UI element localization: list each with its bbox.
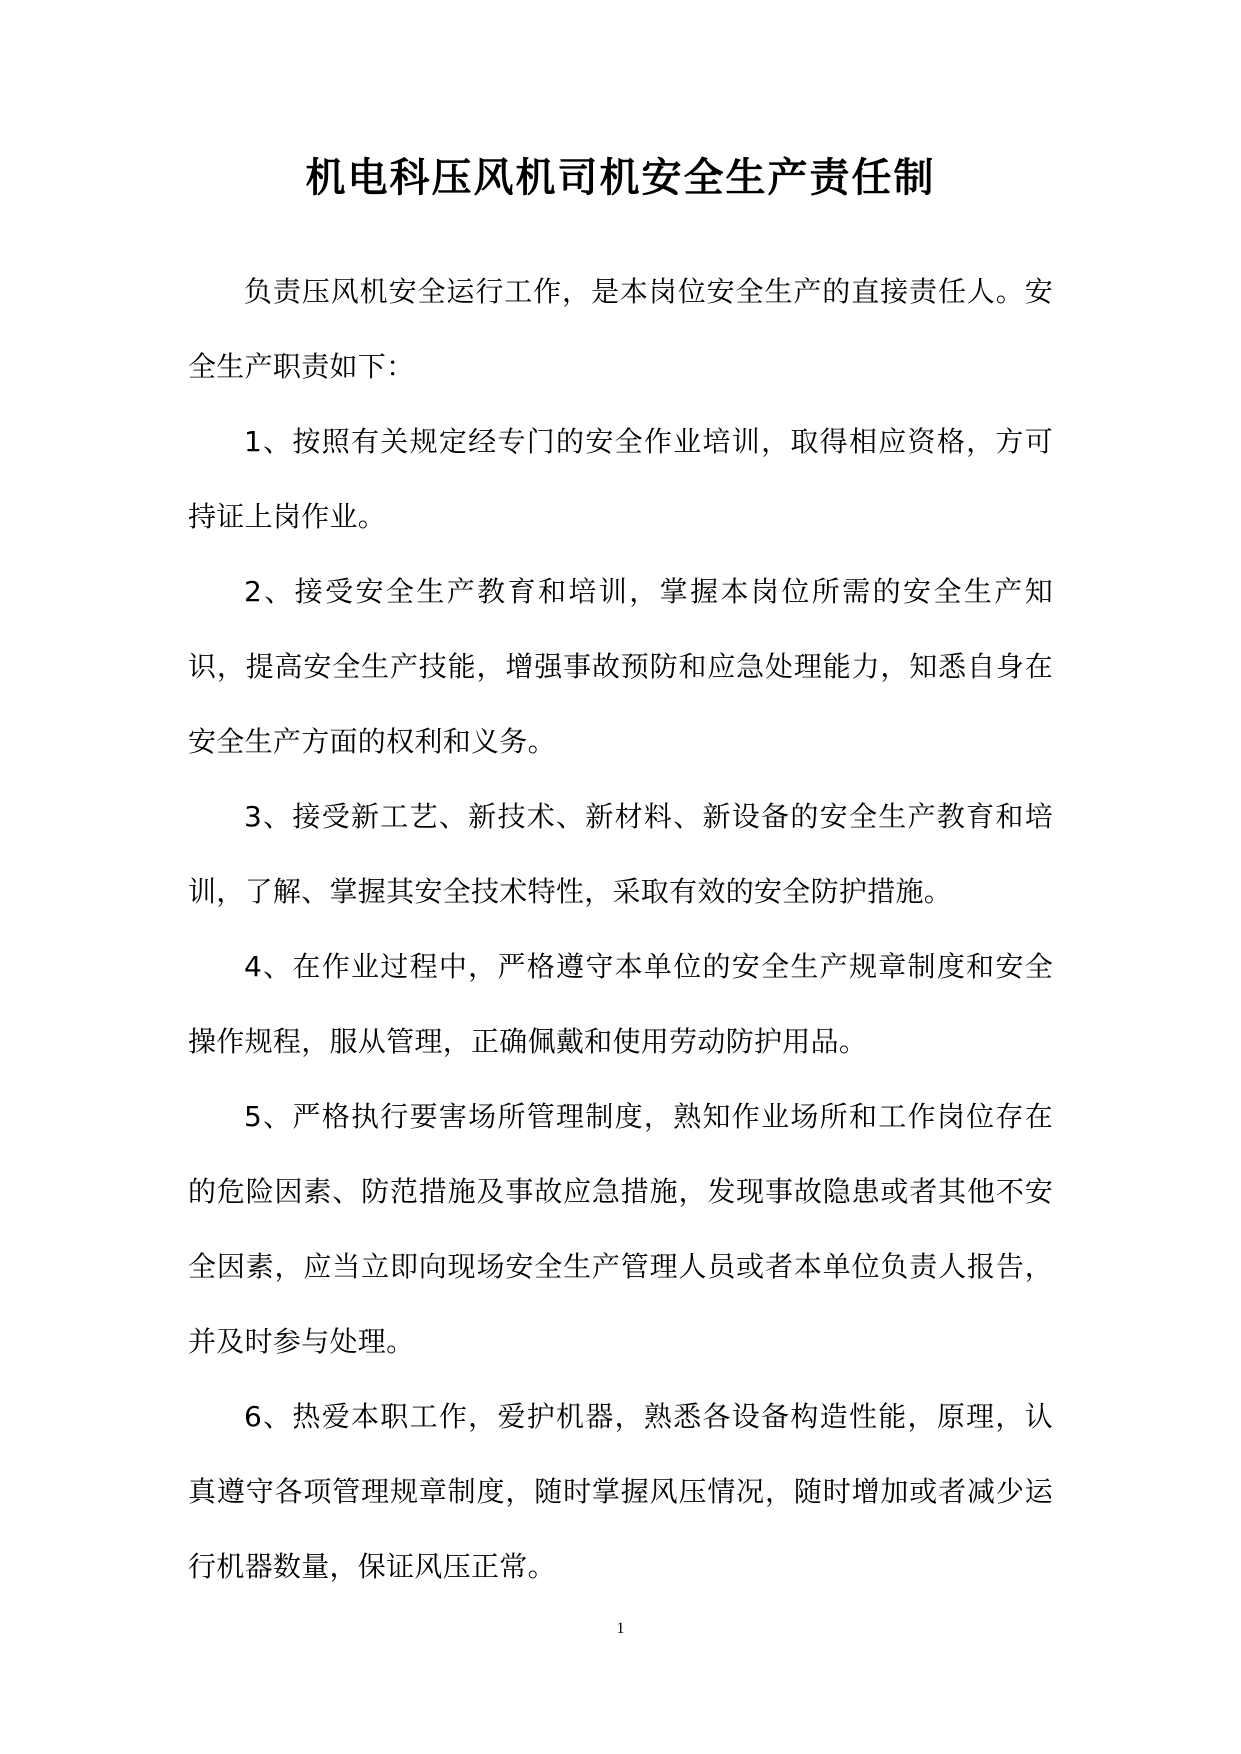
document-body bbox=[188, 254, 1053, 1604]
paragraph-item-5: 5、严格执行要害场所管理制度，熟知作业场所和工作岗位存在的危险因素、防范措施及事故应急措施，发现事故隐患或者其他不安全因素，应当立即向现场安全生产管理人员或者本单位负责人报告，并及时参与处理。 bbox=[188, 1100, 1053, 1358]
paragraph-item-4: 4、在作业过程中，严格遵守本单位的安全生产规章制度和安全操作规程，服从管理，正确佩戴和使用劳动防护用品。 bbox=[188, 950, 1053, 1058]
paragraph-item-6: 6、热爱本职工作，爱护机器，熟悉各设备构造性能，原理，认真遵守各项管理规章制度，随时掌握风压情况，随时增加或者减少运行机器数量，保证风压正常。 bbox=[188, 1400, 1053, 1583]
paragraph-item-1: 1、按照有关规定经专门的安全作业培训，取得相应资格，方可持证上岗作业。 bbox=[188, 425, 1053, 533]
document-title: 机电科压风机司机安全生产责任制 bbox=[305, 154, 936, 201]
paragraph-item-2: 2、接受安全生产教育和培训，掌握本岗位所需的安全生产知识，提高安全生产技能，增强事故预防和应急处理能力，知悉自身在安全生产方面的权利和义务。 bbox=[188, 575, 1053, 758]
paragraph-item-3: 3、接受新工艺、新技术、新材料、新设备的安全生产教育和培训，了解、掌握其安全技术特性，采取有效的安全防护措施。 bbox=[188, 800, 1053, 908]
paragraph-intro: 负责压风机安全运行工作，是本岗位安全生产的直接责任人。安全生产职责如下： bbox=[188, 275, 1053, 383]
page-number: 1 bbox=[616, 1620, 625, 1637]
